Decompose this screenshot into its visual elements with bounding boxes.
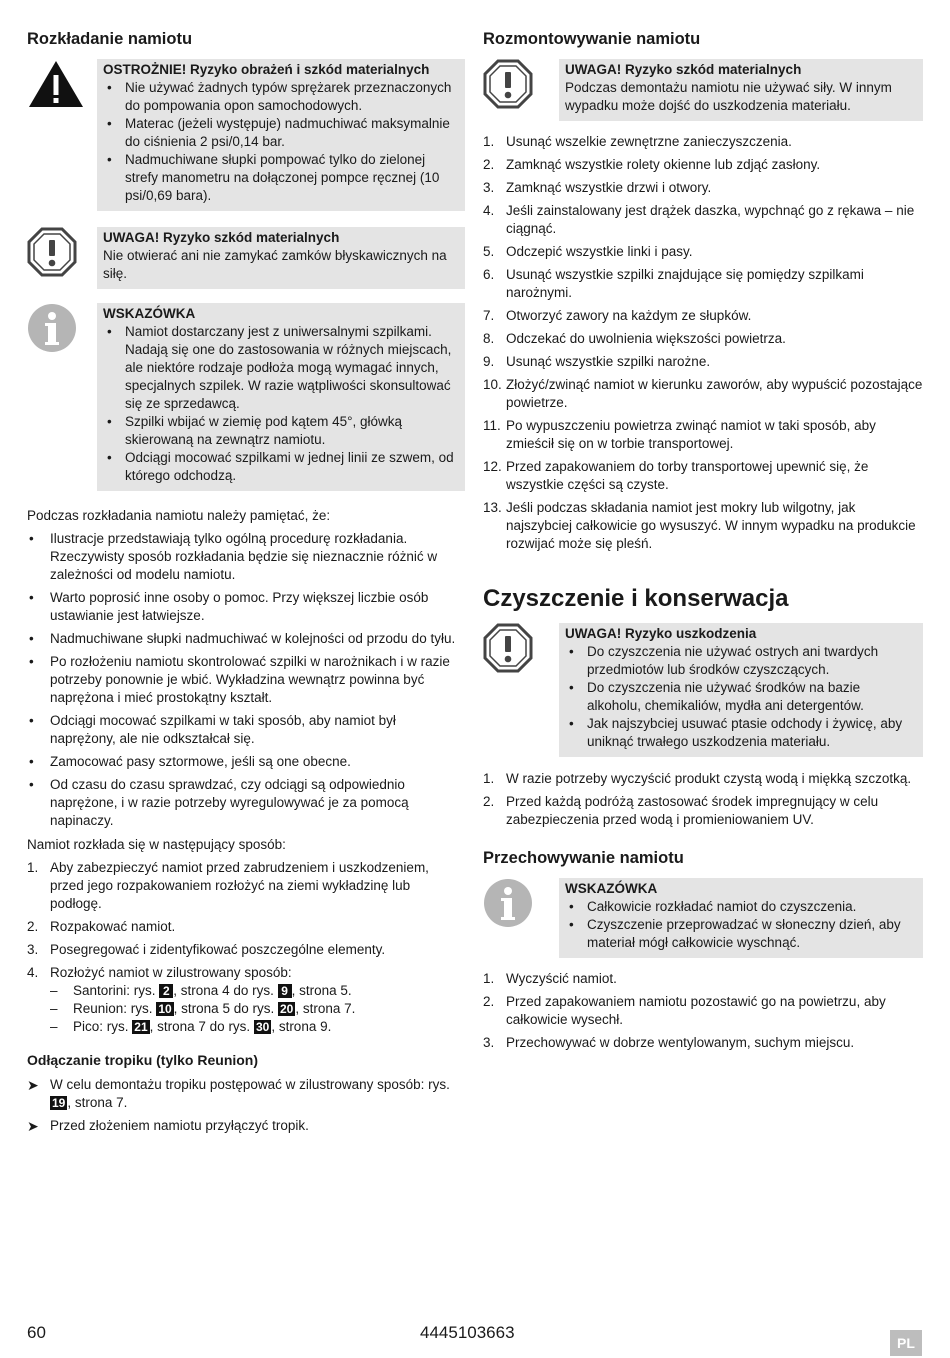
attention-text: Nie otwierać ani nie zamykać zamków błyskawicznych na siłę. (103, 248, 447, 281)
dismantle-step: 11. Po wypuszczeniu powietrza zwinąć namiot w taki sposób, aby zmieścił się on w torbie transportowej. (483, 418, 876, 451)
model-list (50, 982, 465, 1036)
setup-steps-intro: Namiot rozkłada się w następujący sposób: (27, 837, 286, 852)
attention-octagon-icon (483, 623, 559, 757)
hint-notice (27, 303, 465, 491)
warning-triangle-icon (27, 59, 97, 211)
dismantle-notice-title: UWAGA! Ryzyko szkód materialnych (565, 62, 802, 77)
section-heading-setup: Rozkładanie namiotu (27, 30, 193, 48)
info-icon (483, 878, 559, 958)
setup-tip: • Warto poprosić inne osoby o pomoc. Przy większej liczbie osób ustawianie jest łatwiejsze. (27, 589, 465, 625)
cleaning-notice-box (559, 623, 923, 757)
setup-step: 4. Rozłożyć namiot w zilustrowany sposób: – Santorini: rys. 2 , strona 4 do rys. 9 , strona 5. – Reunion: rys. 10 , strona 5 do rys. 20 , strona 7. – Pico: rys. 21 , strona 7 do rys. 30 , strona 9. (27, 964, 465, 1036)
model-item: – Reunion: rys. 10 , strona 5 do rys. 20 , strona 7. (50, 1000, 465, 1018)
hint-box (97, 303, 465, 491)
storage-step: 1. Wyczyścić namiot. (483, 971, 617, 986)
hint-item: • Szpilki wbijać w ziemię pod kątem 45°, główką skierowaną na zewnątrz namiotu. (103, 413, 457, 449)
setup-tip: • Zamocować pasy sztormowe, jeśli są one obecne. (27, 753, 465, 771)
attention-octagon-icon (483, 59, 559, 121)
setup-tips (27, 507, 465, 835)
dismantle-step: 8. Odczekać do uwolnienia większości powietrza. (483, 331, 786, 346)
dismantle-step: 1. Usunąć wszelkie zewnętrzne zanieczyszczenia. (483, 134, 792, 149)
hint-item: • Namiot dostarczany jest z uniwersalnymi szpilkami. Nadają się one do zastosowania w różnych miejscach, ale niektóre rodzaje podłoża mogą wymagać innych, specjalnych szpilek. W razie wątpliwości skonsultować się ze sprzedawcą. (103, 323, 457, 413)
section-heading-dismantle: Rozmontowywanie namiotu (483, 30, 701, 48)
storage-step: 3. Przechowywać w dobrze wentylowanym, suchym miejscu. (483, 1035, 855, 1050)
attention-box (97, 227, 465, 289)
cleaning-notice-item: • Do czyszczenia nie używać ostrych ani twardych przedmiotów lub środków czyszczących. (565, 643, 915, 679)
section-heading-cleaning: Czyszczenie i konserwacja (483, 585, 789, 612)
cleaning-notice-item: • Do czyszczenia nie używać środków na bazie alkoholu, chemikaliów, mydła ani detergentów. (565, 679, 915, 715)
cleaning-steps (483, 770, 923, 834)
setup-tip: • Ilustracje przedstawiają tylko ogólną procedurę rozkładania. Rzeczywisty sposób rozkładania będzie się nieznacznie różnić w zależności od modelu namiotu. (27, 530, 465, 584)
dismantle-notice-text: Podczas demontażu namiotu nie używać siły. W innym wypadku może dojść do uszkodzenia materiału. (565, 80, 892, 113)
flysheet-heading: Odłączanie tropiku (tylko Reunion) (27, 1052, 259, 1068)
arrow-icon: ➤ (27, 1077, 39, 1093)
arrow-icon: ➤ (27, 1118, 39, 1134)
dismantle-step: 13. Jeśli podczas składania namiot jest mokry lub wilgotny, jak najszybciej całkowicie go wysuszyć. W innym wypadku na produkcie rozwijać może się pleśń. (483, 500, 916, 551)
setup-steps (27, 836, 465, 1041)
caution-box (97, 59, 465, 211)
cleaning-notice (483, 623, 923, 757)
attention-title: UWAGA! Ryzyko szkód materialnych (103, 230, 340, 245)
caution-item: • Nie używać żadnych typów sprężarek przeznaczonych do pompowania opon samochodowych. (103, 79, 457, 115)
storage-hint-item: • Całkowicie rozkładać namiot do czyszczenia. (565, 898, 915, 916)
storage-hint (483, 878, 923, 958)
setup-step: 2. Rozpakować namiot. (27, 919, 176, 934)
storage-steps (483, 970, 923, 1057)
caution-title: OSTROŻNIE! Ryzyko obrażeń i szkód materialnych (103, 62, 430, 77)
storage-hint-box (559, 878, 923, 958)
dismantle-steps (483, 133, 923, 558)
caution-notice (27, 59, 465, 211)
cleaning-notice-title: UWAGA! Ryzyko uszkodzenia (565, 626, 757, 641)
model-item: – Santorini: rys. 2 , strona 4 do rys. 9 , strona 5. (50, 982, 465, 1000)
caution-item: • Nadmuchiwane słupki pompować tylko do zielonej strefy manometru na dołączonej pompce ręcznej (10 psi/0,69 bara). (103, 151, 457, 205)
dismantle-notice-box (559, 59, 923, 121)
flysheet-step: ➤ Przed złożeniem namiotu przyłączyć tropik. (27, 1118, 309, 1134)
caution-item: • Materac (jeżeli występuje) nadmuchiwać maksymalnie do ciśnienia 2 psi/0,14 bar. (103, 115, 457, 151)
storage-step: 2. Przed zapakowaniem namiotu pozostawić go na powietrzu, aby całkowicie wysechł. (483, 994, 886, 1027)
attention-notice (27, 227, 465, 289)
setup-step: 3. Posegregować i zidentyfikować poszczególne elementy. (27, 942, 386, 957)
setup-step: 1. Aby zabezpieczyć namiot przed zabrudzeniem i uszkodzeniem, przed jego rozpakowaniem rozłożyć na ziemi wykładzinę lub podłogę. (27, 860, 429, 911)
dismantle-step: 5. Odczepić wszystkie linki i pasy. (483, 244, 693, 259)
model-item: – Pico: rys. 21 , strona 7 do rys. 30 , strona 9. (50, 1018, 465, 1036)
setup-tip: • Po rozłożeniu namiotu skontrolować szpilki w narożnikach i w razie potrzeby ponownie je wbić. Wykładzina wewnątrz powinna być naprężona i mieć prostokątny kształt. (27, 653, 465, 707)
cleaning-step: 2. Przed każdą podróżą zastosować środek impregnujący w celu zabezpieczenia przed wodą i promieniowaniem UV. (483, 794, 879, 827)
dismantle-step: 4. Jeśli zainstalowany jest drążek daszka, wypchnąć go z rękawa – nie ciągnąć. (483, 203, 915, 236)
storage-hint-item: • Czyszczenie przeprowadzać w słoneczny dzień, aby materiał mógł całkowicie wyschnąć. (565, 916, 915, 952)
language-badge: PL (890, 1330, 922, 1356)
flysheet-steps (27, 1076, 465, 1140)
dismantle-step: 12. Przed zapakowaniem do torby transportowej upewnić się, że wszystkie części są czyste. (483, 459, 869, 492)
dismantle-notice (483, 59, 923, 121)
dismantle-step: 6. Usunąć wszystkie szpilki znajdujące się pomiędzy szpilkami narożnymi. (483, 267, 864, 300)
dismantle-step: 10. Złożyć/zwinąć namiot w kierunku zaworów, aby wypuścić pozostające powietrze. (483, 377, 923, 410)
dismantle-step: 3. Zamknąć wszystkie drzwi i otwory. (483, 180, 712, 195)
dismantle-step: 2. Zamknąć wszystkie rolety okienne lub zdjąć zasłony. (483, 157, 821, 172)
dismantle-step: 7. Otworzyć zawory na każdym ze słupków. (483, 308, 752, 323)
cleaning-step: 1. W razie potrzeby wyczyścić produkt czystą wodą i miękką szczotką. (483, 771, 912, 786)
flysheet-step: ➤ W celu demontażu tropiku postępować w zilustrowany sposób: rys. 19 , strona 7. (27, 1077, 450, 1110)
storage-hint-title: WSKAZÓWKA (565, 881, 658, 896)
cleaning-notice-item: • Jak najszybciej usuwać ptasie odchody i żywicę, aby uniknąć trwałego uszkodzenia materiału. (565, 715, 915, 751)
document-code: 4445103663 (420, 1323, 515, 1342)
hint-title: WSKAZÓWKA (103, 306, 196, 321)
page-number: 60 (27, 1323, 46, 1342)
dismantle-step: 9. Usunąć wszystkie szpilki narożne. (483, 354, 711, 369)
setup-tip: • Od czasu do czasu sprawdzać, czy odciągi są odpowiednio naprężone, i w razie potrzeby wyregulowywać je za pomocą napinaczy. (27, 776, 465, 830)
attention-octagon-icon (27, 227, 97, 289)
info-icon (27, 303, 97, 491)
setup-tip: • Nadmuchiwane słupki nadmuchiwać w kolejności od przodu do tyłu. (27, 630, 465, 648)
section-heading-storage: Przechowywanie namiotu (483, 849, 684, 867)
setup-tip: • Odciągi mocować szpilkami w taki sposób, aby namiot był naprężony, ale nie odkształcał się. (27, 712, 465, 748)
setup-intro: Podczas rozkładania namiotu należy pamiętać, że: (27, 508, 331, 523)
hint-item: • Odciągi mocować szpilkami w jednej linii ze szwem, od którego odchodzą. (103, 449, 457, 485)
